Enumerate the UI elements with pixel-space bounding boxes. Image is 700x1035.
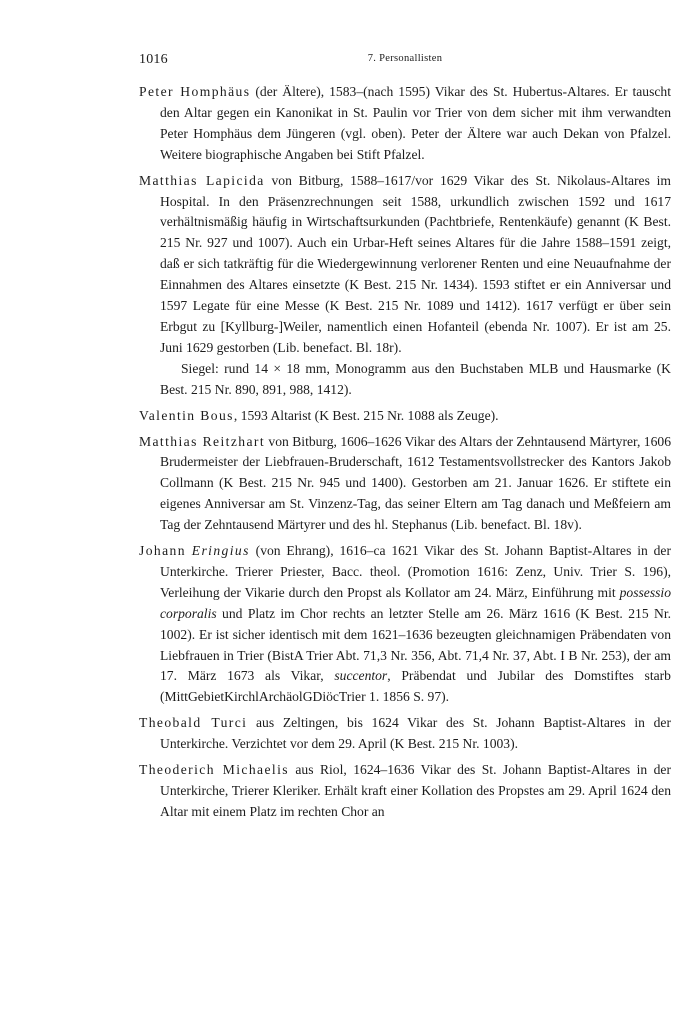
entry-list: [139, 82, 671, 828]
entry-text: (der Ältere), 1583–(nach 1595) Vikar des St. Hubertus-Altares. Er tauscht den Altar gegen ein Kanonikat in St. Paulin vor Trier von dem sicher mit ihm verwandten Peter Homphäus dem Jüngeren (vgl. oben). Peter der Ältere war auch Dekan von Pfalzel. Weitere biographische Angaben bei Stift Pfalzel.: [160, 84, 671, 162]
entry-matthias-lapicida: [139, 171, 671, 401]
entry-text: von Bitburg, 1588–1617/vor 1629 Vikar des St. Nikolaus-Altares im Hospital. In den Präsenzrechnungen seit 1588, urkundlich zwischen 1592 und 1617 verhältnismäßig häufig in Wirtschaftsurkunden (Pachtbriefe, Rentenkäufe) genannt (K Best. 215 Nr. 927 und 1007). Auch ein Urbar-Heft seines Altares für die Jahre 1588–1591 zeigt, daß er sich tatkräftig für die Wiedergewinnung verlorener Renten und eine Neuaufnahme der Einnahmen des Altares einsetzte (K Best. 215 Nr. 1434). 1593 stiftet er ein Anniversar und 1597 Legate für eine Messe (K Best. 215 Nr. 1089 und 1412). 1617 verfügt er über sein Erbgut zu [Kyllburg-]Weiler, namentlich einen Hofanteil (ebenda Nr. 1007). Er ist am 25. Juni 1629 gestorben (Lib. benefact. Bl. 18r).: [160, 172, 671, 355]
page-number: 1016: [139, 52, 168, 67]
entry-seal-note: Siegel: rund 14 × 18 mm, Monogramm aus den Buchstaben MLB und Hausmarke (K Best. 215 Nr. 890, 891, 988, 1412).: [160, 360, 671, 397]
entry-text: , 1593 Altarist (K Best. 215 Nr. 1088 als Zeuge).: [233, 407, 499, 423]
entry-name: Valentin Bous: [139, 407, 234, 423]
page-header: [139, 52, 671, 72]
entry-theoderich-michaelis: [139, 760, 671, 823]
entry-name: Theobald Turci: [139, 715, 248, 731]
entry-text: und Platz im Chor rechts an letzter Stelle am 26. März 1616 (K Best. 215 Nr. 1002). Er ist sicher identisch mit dem 1621–1636 bezeugten gleichnamigen Präbendaten von Liebfrauen in Trier (BistA Trier Abt. 71,3 Nr. 356, Abt. 71,4 Nr. 37, Abt. I B Nr. 253), der am 17. März 1673 als Vikar,: [160, 605, 671, 684]
entry-text: von Bitburg, 1606–1626 Vikar des Altars der Zehntausend Märtyrer, 1606 Brudermeister der Liebfrauen-Bruderschaft, 1612 Testamentsvollstrecker des Kantors Jakob Collmann (K Best. 215 Nr. 945 und 1400). Gestorben am 21. Januar 1626. Er stiftete ein eigenes Anniversar am St. Vinzenz-Tag, das seiner Eltern am Tag danach und Meßfeiern am Tag der Zehntausend Märtyrer und des hl. Stephanus (Lib. benefact. Bl. 18v).: [160, 433, 671, 533]
entry-text: , Präbendat und Jubilar des Domstiftes starb (MittGebietKirchlArchäolGDiöcTrier 1. 1856 S. 97).: [160, 668, 671, 705]
entry-name: Matthias Lapicida: [139, 172, 265, 188]
entry-text: (von Ehrang), 1616–ca 1621 Vikar des St. Johann Baptist-Altares in der Unterkirche. Trierer Priester, Bacc. theol. (Promotion 1616: Zenz, Univ. Trier S. 196), Verleihung der Vikarie durch den Propst als Kollator am 24. März, Einführung mit: [160, 543, 671, 600]
entry-name: Peter Homphäus: [139, 84, 251, 99]
entry-matthias-reitzhart: [139, 432, 671, 537]
entry-peter-homphaeus: [139, 82, 671, 166]
entry-name: Theoderich Michaelis: [139, 762, 289, 778]
entry-johann-eringius: [139, 541, 671, 708]
entry-name: Matthias Reitzhart: [139, 433, 266, 449]
entry-name-latin: Eringius: [191, 543, 250, 559]
entry-name: Johann: [139, 543, 186, 559]
running-title: 7. Personallisten: [367, 53, 443, 64]
entry-latin-term: succentor: [334, 668, 388, 684]
entry-latin-term: possessio corporalis: [160, 584, 671, 621]
entry-theobald-turci: [139, 713, 671, 755]
entry-text: aus Riol, 1624–1636 Vikar des St. Johann Baptist-Altares in der Unterkirche, Trierer Kleriker. Erhält kraft einer Kollation des Propstes am 29. April 1624 den Altar mit einem Platz im rechten Chor an: [160, 762, 671, 819]
entry-text: aus Zeltingen, bis 1624 Vikar des St. Johann Baptist-Altares in der Unterkirche. Verzichtet vor dem 29. April (K Best. 215 Nr. 1003).: [160, 715, 671, 752]
entry-valentin-bous: [139, 406, 671, 427]
